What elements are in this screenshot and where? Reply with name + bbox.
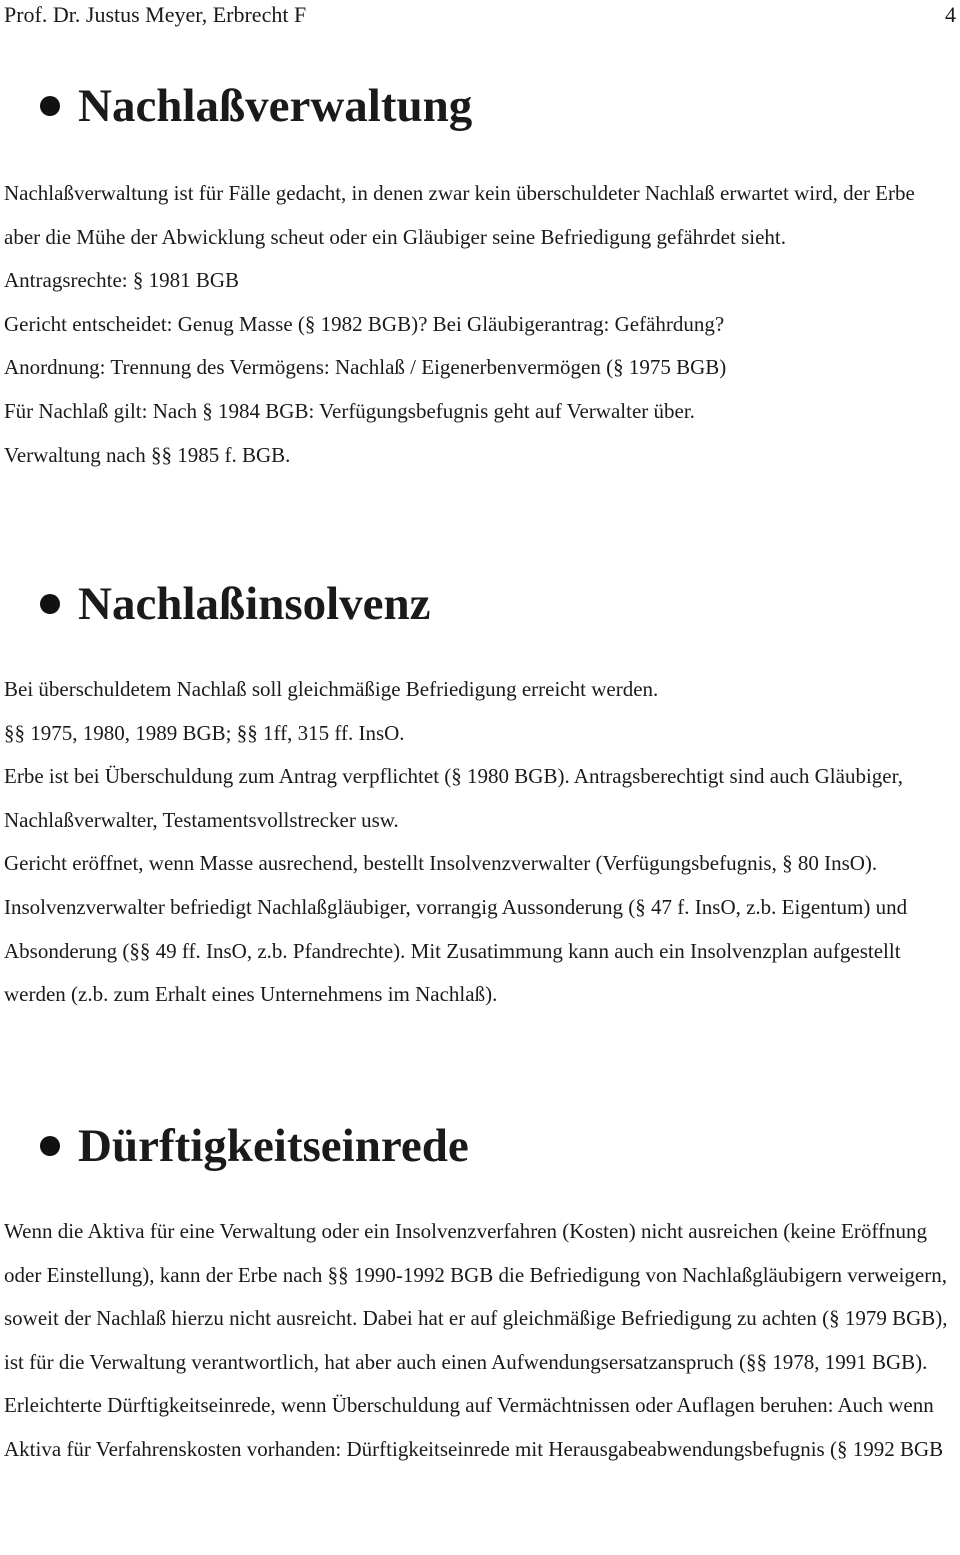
paragraph: Wenn die Aktiva für eine Verwaltung oder ein Insolvenzverfahren (Kosten) nicht ausreichen (keine Eröffnung oder Einstellung), kann der Erbe nach §§ 1990-1992 BGB die Befriedigung von Nachlaßgläubigern verweigern, soweit der Nachlaß hierzu nicht ausreicht. Dabei hat er auf gleichmäßige Befriedigung zu achten (§ 1979 BGB), ist für die Verwaltung verantwortlich, hat aber auch einen Aufwendungsersatzanspruch (§§ 1978, 1991 BGB). <box>4 1219 948 1374</box>
header-page-number: 4 <box>945 2 956 27</box>
paragraph: §§ 1975, 1980, 1989 BGB; §§ 1ff, 315 ff. InsO. <box>4 720 405 745</box>
paragraph: Erbe ist bei Überschuldung zum Antrag verpflichtet (§ 1980 BGB). Antragsberechtigt sind auch Gläubiger, Nachlaßverwalter, Testamentsvollstrecker usw. <box>4 764 904 832</box>
paragraph: Gericht entscheidet: Genug Masse (§ 1982 BGB)? Bei Gläubigerantrag: Gefährdung? <box>4 311 725 336</box>
page-header <box>4 0 956 30</box>
paragraph: Verwaltung nach §§ 1985 f. BGB. <box>4 442 291 467</box>
paragraph: Nachlaßverwaltung ist für Fälle gedacht, in denen zwar kein überschuldeter Nachlaß erwartet wird, der Erbe aber die Mühe der Abwicklung scheut oder ein Gläubiger seine Befriedigung gefährdet sieht. <box>4 181 915 249</box>
section-body-nachlassverwaltung <box>4 172 956 477</box>
paragraph: Gericht eröffnet, wenn Masse ausrechend, bestellt Insolvenzverwalter (Verfügungsbefugnis, § 80 InsO). Insolvenzverwalter befriedigt Nachlaßgläubiger, vorrangig Aussonderung (§ 47 f. InsO, z.b. Eigentum) und Absonderung (§§ 49 ff. InsO, z.b. Pfandrechte). Mit Zusatimmung kann auch ein Insolvenzplan aufgestellt werden (z.b. zum Erhalt eines Unternehmens im Nachlaß). <box>4 851 908 1007</box>
section-title-nachlassverwaltung <box>40 78 472 134</box>
header-author: Prof. Dr. Justus Meyer, Erbrecht F <box>4 2 307 27</box>
bullet-icon <box>40 594 60 614</box>
paragraph: Für Nachlaß gilt: Nach § 1984 BGB: Verfügungsbefugnis geht auf Verwalter über. <box>4 398 695 423</box>
section-title-text: Nachlaßverwaltung <box>78 80 473 132</box>
section-title-duerftigkeitseinrede <box>40 1118 469 1174</box>
paragraph: Bei überschuldetem Nachlaß soll gleichmäßige Befriedigung erreicht werden. <box>4 677 659 701</box>
section-body-duerftigkeitseinrede <box>4 1210 956 1472</box>
bullet-icon <box>40 96 60 116</box>
section-title-text: Nachlaßinsolvenz <box>78 578 431 630</box>
paragraph: Anordnung: Trennung des Vermögens: Nachlaß / Eigenerbenvermögen (§ 1975 BGB) <box>4 355 727 380</box>
paragraph: Antragsrechte: § 1981 BGB <box>4 268 240 293</box>
section-title-nachlassinsolvenz <box>40 576 431 632</box>
bullet-icon <box>40 1136 60 1156</box>
section-title-text: Dürftigkeitseinrede <box>78 1120 469 1172</box>
section-body-nachlassinsolvenz <box>4 668 956 1017</box>
paragraph: Erleichterte Dürftigkeitseinrede, wenn Überschuldung auf Vermächtnissen oder Auflagen beruhen: Auch wenn Aktiva für Verfahrenskosten vorhanden: Dürftigkeitseinrede mit Herausgabeabwendungsbefugnis (§ 1992 BGB <box>4 1393 944 1461</box>
